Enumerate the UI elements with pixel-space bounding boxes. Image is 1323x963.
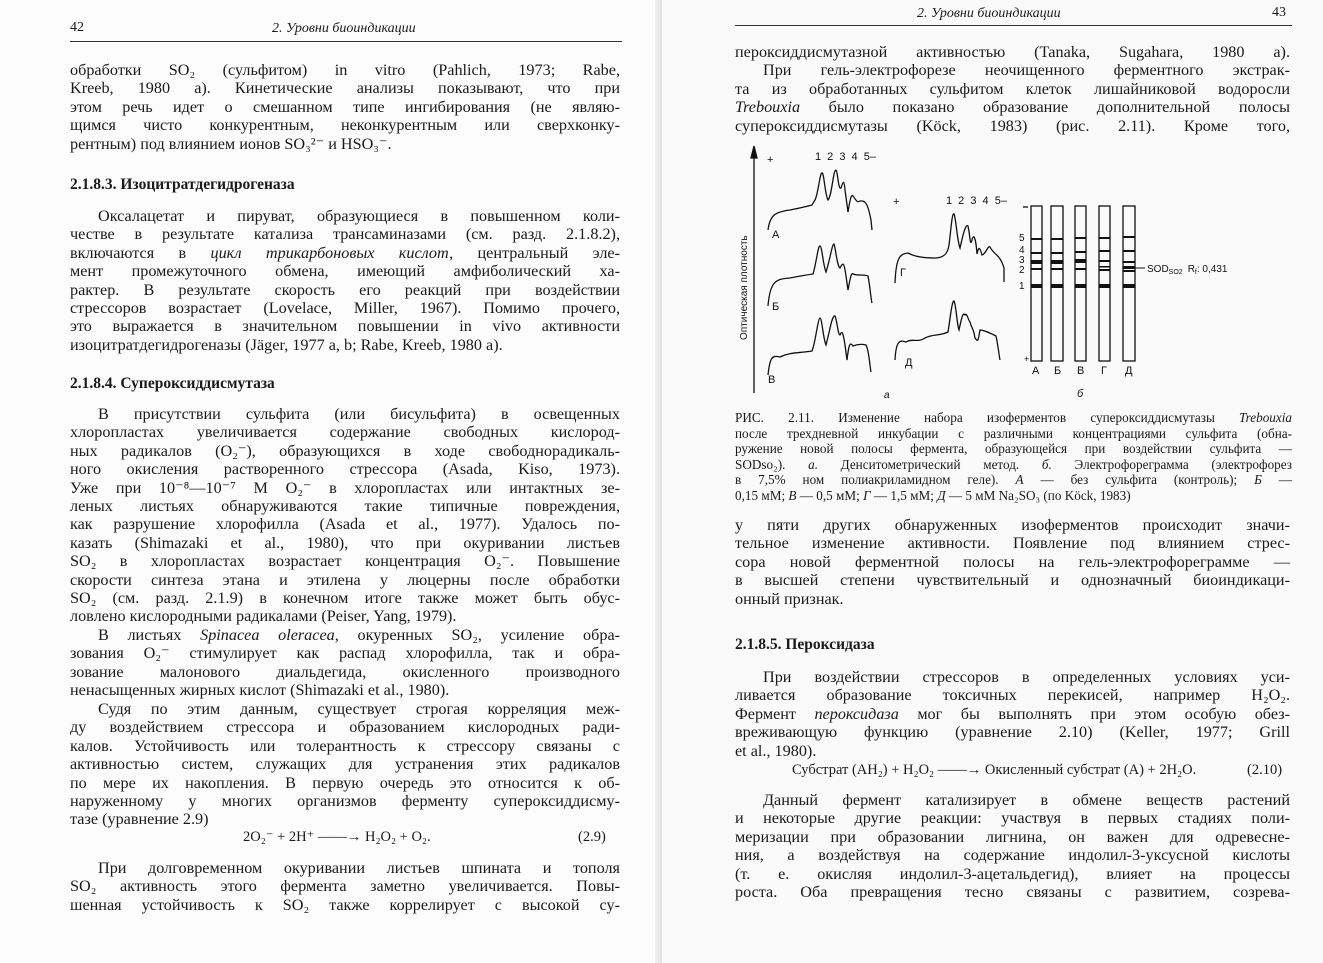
text: меризации при образовании лигнина, он важен для одревесне-: [735, 827, 1290, 846]
text: 0,15 мМ;: [735, 487, 789, 503]
peak-numbers: 1 2 3 4 5: [946, 195, 1003, 207]
text-line: [735, 534, 1290, 552]
italic-text: А: [1015, 472, 1024, 488]
text: в высшей степени чувствительный и однозначный биоиндикаци-: [735, 571, 1290, 590]
header-rule: [70, 41, 622, 42]
text: зования O₂⁻ стимулирует как распад хлорофилла, так и обра-: [70, 644, 620, 663]
text: по мере их накопления. В первую очередь это относится к об-: [70, 773, 620, 792]
text: леных листьях обнаруживаются такие типичные повреждения,: [70, 496, 620, 515]
text: пероксиддисмутазной активностью (Tanaka, Sugahara, 1980 a).: [735, 43, 1290, 61]
band-number: 4: [1019, 245, 1025, 256]
gel-lanes: [1031, 206, 1135, 361]
text-line: [70, 571, 620, 589]
text: сора новой ферментной полосы на гель-электрофореграмме —: [735, 552, 1290, 571]
gel-lane-v: [1075, 206, 1086, 361]
densitogram-curve-d: [895, 301, 1000, 360]
text: вреживающую функцию (уравнение 2.10) (Keller, 1977; Grill: [735, 723, 1290, 742]
text: у пяти других обнаруженных изоферментов происходит значи-: [735, 516, 1290, 534]
text-line: [70, 896, 620, 914]
text-line: [70, 61, 620, 79]
text-line: [70, 515, 620, 533]
text: наруженному у многих организмов ферменту супероксиддисму-: [70, 791, 620, 810]
band-sod: [1099, 266, 1135, 269]
text: В листьях: [98, 626, 201, 644]
italic-text: Trebouxia: [1239, 410, 1292, 425]
italic-text: В: [788, 487, 797, 503]
text: Данный фермент катализирует в обмене веществ растений: [763, 791, 1290, 809]
equation: Субстрат (AH₂) + H₂O₂ ——→ Окисленный субстрат (A) + 2H₂O.: [792, 762, 1197, 778]
text-line: [70, 859, 620, 877]
gel-anode-label: +: [1024, 354, 1030, 364]
text: казать (Shimazaki et al., 1980), что при окуривании листьев: [70, 533, 620, 552]
text: Электрофореграмма (электрофорез: [1051, 456, 1292, 472]
text-line: [735, 742, 1290, 760]
text: ного окисления растворенного стрессора (Asada, Kiso, 1973).: [70, 460, 620, 479]
text: этом речь идет о смешанном типе ингибирования (не являю-: [70, 97, 620, 116]
paragraph: [735, 668, 1290, 760]
text-line: [735, 590, 1290, 608]
text-line: [70, 774, 620, 792]
text: та из обработанных сульфитом клеток лишайниковой водоросли: [735, 79, 1290, 98]
text: ду воздействием стрессора и образованием кислородных ради-: [70, 718, 620, 737]
text: Денситометрический метод.: [817, 456, 1042, 472]
text-line: [735, 846, 1290, 864]
text-line: [70, 479, 620, 497]
text-line: [735, 828, 1290, 846]
paragraph: [735, 516, 1290, 608]
axis-arrow-icon: [751, 146, 757, 158]
section-heading: 2.1.8.3. Изоцитратдегидрогеназа: [70, 176, 295, 193]
text-line: [70, 262, 620, 280]
text-line: [70, 589, 620, 607]
text: Судя по этим данным, существует строгая корреляция меж-: [98, 700, 620, 718]
text-line: [735, 516, 1290, 534]
paragraph: [70, 626, 620, 700]
text-line: [70, 644, 620, 662]
text: онный признак.: [735, 589, 844, 608]
equation-number: (2.10): [1247, 762, 1283, 778]
text: рактер. В результате скорость его реакций при воздействии: [70, 280, 620, 299]
text-line: [70, 534, 620, 552]
text: et al., 1980).: [735, 741, 817, 760]
lane-label: Г: [1101, 365, 1107, 377]
text-line: [70, 116, 620, 134]
text: ливается образование токсичных перекисей, например H₂O₂.: [735, 686, 1290, 705]
text-line: [735, 457, 1292, 473]
curve-label: Г: [900, 267, 906, 279]
gel-lane-b: [1051, 206, 1063, 361]
text-line: [735, 883, 1290, 901]
text-line: [735, 686, 1290, 704]
text: Фермент: [735, 704, 815, 723]
text: В присутствии сульфита (или бисульфита) в освещенных: [98, 405, 620, 423]
paragraph: [70, 207, 620, 354]
text-line: [70, 299, 620, 317]
text: Уже при 10⁻⁸—10⁻⁷ M O₂⁻ в хлоропластах или интактных зе-: [70, 478, 620, 497]
text: —: [1261, 472, 1292, 488]
text: ненасыщенных жирных кислот (Shimazaki et al., 1980).: [70, 681, 450, 700]
text: стрессоров возрастает (Lovelace, Miller, 1967). Помимо прочего,: [70, 298, 620, 317]
left-page: [0, 0, 660, 963]
text: тельное изменение активности. Появление под влиянием стрес-: [735, 534, 1290, 553]
text: было показано образование дополнительной полосы: [800, 98, 1290, 117]
text-line: [70, 98, 620, 116]
text: При воздействии стрессоров в определенных условиях уси-: [763, 668, 1290, 686]
paragraph: [70, 859, 620, 914]
text-line: [70, 497, 620, 515]
text: — 1,5 мМ;: [870, 487, 938, 503]
text-line: [70, 79, 620, 97]
text-line: [70, 442, 620, 460]
text: обработки SO₂ (сульфитом) in vitro (Pahlich, 1973; Rabe,: [70, 61, 620, 79]
text: ных радикалов (O₂⁻), образующихся в ходе свободнорадикаль-: [70, 441, 620, 460]
text: супероксиддисмутазы (Köck, 1983) (рис. 2.11). Кроме того,: [735, 116, 1290, 135]
text: честве в результате катализа трансаминазами (см. разд. 2.1.8.2),: [70, 225, 620, 244]
text-line: [70, 681, 620, 699]
equation-number: (2.9): [578, 829, 606, 845]
text-line: [735, 553, 1290, 571]
text: Kreeb, 1980 a). Кинетические анализы показывают, что при: [70, 79, 620, 98]
curve-label: А: [772, 229, 780, 241]
text-line: [70, 244, 620, 262]
curve-label: В: [768, 374, 776, 386]
gel-lane-g: [1099, 206, 1110, 361]
figure-caption: [735, 410, 1292, 504]
text: изоцитратдегидрогеназы (Jäger, 1977 a, b; Rabe, Kreeb, 1980 a).: [70, 335, 503, 354]
text: SO₂ в хлоропластах возрастает концентрация O₂⁻. Повышение: [70, 552, 620, 571]
curve-label: Д: [905, 357, 913, 369]
text-line: [735, 488, 1292, 504]
text-line: [70, 317, 620, 335]
text: после трехдневной инкубации с различными концентрациями сульфита (обна-: [735, 425, 1292, 441]
text-line: [70, 737, 620, 755]
text-line: [735, 472, 1292, 488]
paragraph: [70, 700, 620, 829]
italic-text: Д: [937, 487, 946, 503]
gel-lane-a: [1031, 206, 1042, 361]
sod-label: $SOD_{SO2}$ $R_f$: 0,431: [1147, 264, 1228, 276]
text: мог бы выполнять при этом особую обез-: [898, 704, 1290, 723]
text: — без сульфита (контроль);: [1023, 472, 1255, 488]
italic-text: цикл трикарбоновых кислот,: [210, 243, 454, 262]
text-line: [70, 552, 620, 570]
band-4: [1031, 250, 1135, 254]
lane-label: В: [1077, 365, 1085, 377]
gel-lane-d: [1123, 206, 1135, 361]
text: SODso₂).: [735, 456, 809, 472]
text: тазе (уравнение 2.9): [70, 810, 209, 829]
band-5: [1031, 236, 1135, 240]
text: как разрушение хлорофилла (Asada et al., 1977). Удалось по-: [70, 515, 620, 534]
text-line: [70, 607, 620, 625]
band-1: [1031, 284, 1135, 288]
text-line: [735, 441, 1292, 457]
text-line: [70, 225, 620, 243]
text-line: [70, 718, 620, 736]
band-3: [1031, 259, 1135, 264]
page-number: 42: [70, 20, 84, 35]
italic-text: Spinacea oleracea,: [200, 626, 339, 644]
text: Оксалацетат и пируват, образующиеся в повышенном коли-: [98, 207, 620, 225]
text-line: [70, 877, 620, 895]
text-line: [70, 207, 620, 225]
text: хлоропластах увеличивается содержание свободных кислород-: [70, 423, 620, 442]
text: — 5 мМ Na₂SO₃ (по Köck, 1983): [945, 487, 1131, 503]
text-line: [735, 723, 1290, 741]
text-line: [70, 755, 620, 773]
anode-label: +: [893, 196, 900, 208]
band-number: 2: [1019, 265, 1025, 276]
italic-text: Trebouxia: [735, 98, 801, 117]
y-axis-label: Оптическая плотность: [739, 235, 750, 340]
curve-label: Б: [772, 301, 780, 313]
text-line: [70, 281, 620, 299]
lane-label: А: [1032, 365, 1040, 377]
text: ружение новой полосы фермента, образующейся при воздействии сульфита —: [735, 441, 1292, 457]
text-line: [735, 668, 1290, 686]
text: ния, а воздействуя на содержание индолил-3-уксусной кислоты: [735, 846, 1290, 865]
band-number: 3: [1019, 255, 1025, 266]
text: это выражается в значительном повышении in vivo активности: [70, 317, 620, 336]
text-line: [735, 791, 1290, 809]
text: SO₂ (см. разд. 2.1.9) в конечном итоге также может быть обус-: [70, 588, 620, 607]
text-line: [735, 410, 1292, 426]
text: РИС. 2.11. Изменение набора изоферментов супероксиддисмутазы: [735, 410, 1239, 425]
densitogram-curve-g: [895, 214, 1004, 283]
text: окуренных SO₂, усиление обра-: [338, 626, 621, 644]
italic-text: Б: [1254, 472, 1262, 488]
text-line: [735, 865, 1290, 883]
text-line: [735, 426, 1292, 442]
text: щимся чисто конкурентным, неконкурентным или сверхконку-: [70, 116, 620, 135]
band-number: 1: [1019, 281, 1025, 292]
text: зование малонового диальдегида, окисленного производного: [70, 662, 620, 681]
text-line: [735, 571, 1290, 589]
running-head: 2. Уровни биоиндикации: [272, 21, 416, 36]
text: скорости синтеза этана и этилена у люцерны после обработки: [70, 570, 620, 589]
text-line: [70, 423, 620, 441]
text: ловлено кислородными радикалами (Peiser, Yang, 1979).: [70, 607, 457, 626]
cathode-label: –: [1001, 195, 1008, 207]
densitogram-curve-v: [768, 316, 871, 375]
italic-text: а.: [808, 456, 818, 472]
lane-label: Д: [1125, 365, 1133, 377]
equation: 2O₂⁻ + 2H⁺ ——→ H₂O₂ + O₂.: [243, 829, 431, 845]
paragraph: [70, 61, 620, 153]
text-line: [70, 626, 620, 644]
text: При долговременном окуривании листьев шпината и тополя: [98, 859, 620, 877]
text: мент промежуточного обмена, имеющий амфиболический ха-: [70, 262, 620, 281]
section-heading: 2.1.8.4. Супероксиддисмутаза: [70, 375, 275, 392]
panel-label-a: а: [884, 390, 890, 401]
text: в 7,5% ном полиакриламидном геле).: [735, 472, 1016, 488]
text: включаются в: [70, 243, 211, 262]
gel-bands: [1031, 236, 1135, 288]
anode-label: +: [767, 154, 774, 166]
text: рентным) под влиянием ионов SO₃²⁻ и HSO₃⁻.: [70, 134, 392, 153]
figure-2-11: [662, 0, 1323, 410]
paragraph: [70, 405, 620, 626]
band-number: 5: [1019, 233, 1025, 244]
italic-text: Г: [863, 487, 871, 503]
peak-numbers: 1 2 3 4 5: [815, 151, 872, 163]
text-line: [70, 663, 620, 681]
italic-text: б.: [1041, 456, 1052, 472]
text-line: [70, 700, 620, 718]
text-line: [70, 336, 620, 354]
text-line: [735, 705, 1290, 723]
text: — 0,5 мМ;: [796, 487, 864, 503]
text-line: [70, 792, 620, 810]
section-heading: 2.1.8.5. Пероксидаза: [735, 636, 875, 653]
text: и некоторые другие реакции: участвуя в первых стадиях поли-: [735, 809, 1290, 828]
text: SO₂ активность этого фермента заметно увеличивается. Повы-: [70, 877, 620, 896]
text-line: [70, 405, 620, 423]
text: центральный эле-: [453, 243, 620, 262]
text-line: [70, 810, 620, 828]
text-line: [735, 809, 1290, 827]
densitogram-curve-a: [768, 170, 872, 230]
text: калов. Устойчивость или толерантность к стрессору связаны с: [70, 736, 620, 755]
text: роста. Оба превращения тесно связаны с развитием, созрева-: [735, 882, 1290, 901]
paragraph: [735, 791, 1290, 901]
text: (т. е. окисляя индолил-3-ацетальдегид), влияет на процессы: [735, 864, 1290, 883]
lane-label: Б: [1054, 365, 1062, 377]
cathode-label: –: [870, 151, 877, 163]
text: активностью систем, служащих для устранения этих радикалов: [70, 755, 620, 774]
text: При гель-электрофорезе неочищенного ферментного экстрак-: [763, 61, 1290, 80]
text-line: [70, 460, 620, 478]
page-number: 43: [1272, 5, 1286, 20]
panel-label-b: б: [1077, 388, 1084, 400]
text-line: [70, 135, 620, 153]
text: шенная устойчивость к SO₂ также коррелирует с высокой су-: [70, 895, 620, 914]
italic-text: пероксидаза: [814, 704, 899, 723]
band-2: [1031, 268, 1135, 272]
right-page: [662, 0, 1323, 963]
densitogram-curve-b: [768, 244, 872, 306]
running-head: 2. Уровни биоиндикации: [917, 6, 1061, 21]
